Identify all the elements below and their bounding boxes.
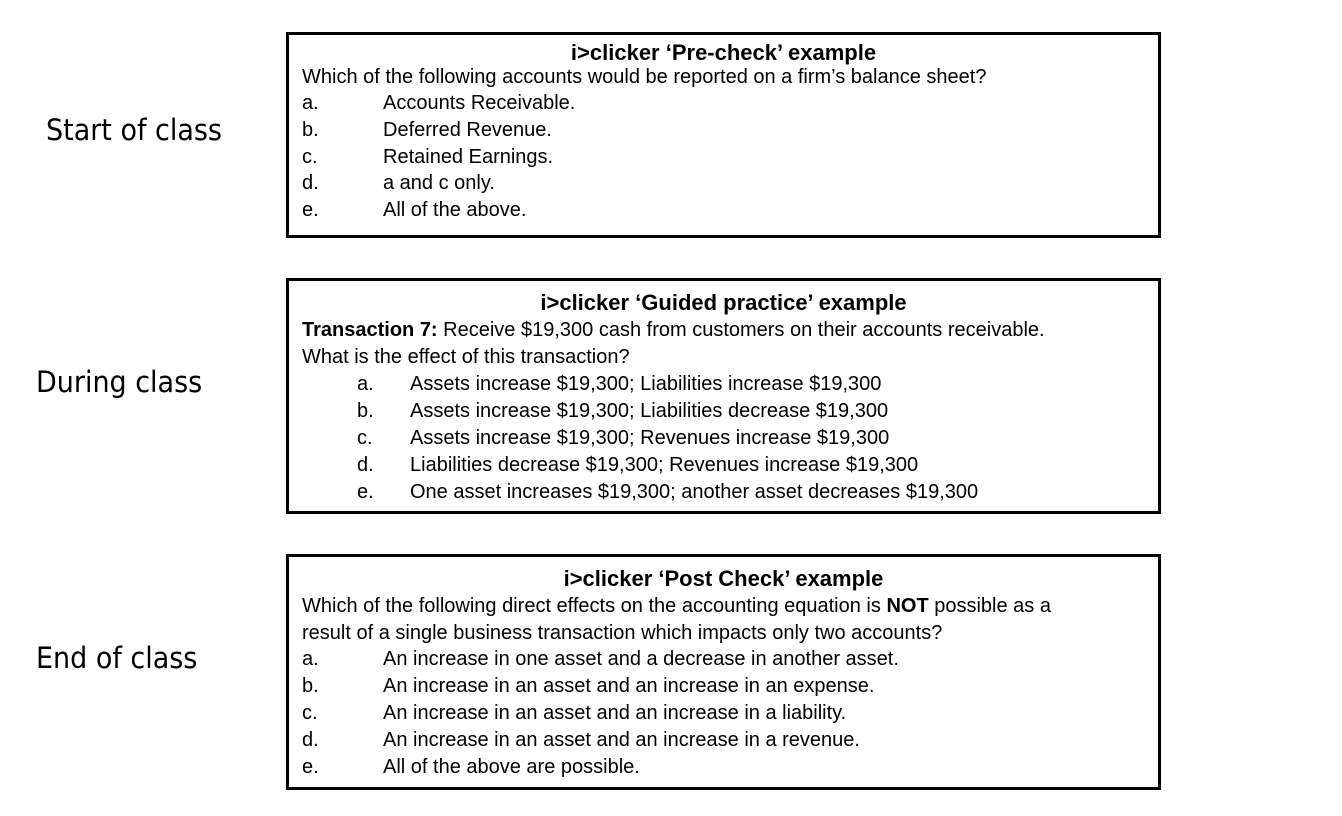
- option-letter: d.: [357, 454, 374, 476]
- question-text-line2: What is the effect of this transaction?: [302, 346, 630, 368]
- box-title: i>clicker ‘Post Check’ example: [563, 566, 884, 591]
- transaction-label: Transaction 7:: [302, 319, 438, 341]
- question-text: Which of the following accounts would be reported on a firm’s balance sheet?: [302, 66, 987, 88]
- box-title: i>clicker ‘Pre-check’ example: [570, 40, 877, 65]
- question-text: [302, 318, 1045, 342]
- option-letter: b.: [302, 675, 319, 697]
- option-text: Assets increase $19,300; Liabilities decrease $19,300: [410, 400, 889, 422]
- option-text: Assets increase $19,300; Liabilities increase $19,300: [410, 373, 882, 395]
- pre-check-question-box: [286, 32, 1161, 238]
- option-text: All of the above are possible.: [383, 756, 640, 778]
- option-text: Liabilities decrease $19,300; Revenues increase $19,300: [410, 454, 919, 476]
- section-label-start: Start of class: [46, 113, 222, 147]
- question-post: possible as a: [928, 595, 1051, 617]
- option-letter: e.: [302, 199, 319, 222]
- option-letter: b.: [357, 400, 374, 422]
- question-body: Receive $19,300 cash from customers on their accounts receivable.: [437, 319, 1045, 341]
- option-text: Assets increase $19,300; Revenues increase $19,300: [410, 427, 890, 449]
- guided-practice-question-box: [286, 278, 1161, 514]
- option-letter: c.: [302, 145, 318, 168]
- option-letter: c.: [302, 702, 318, 724]
- option-text: An increase in one asset and a decrease in another asset.: [383, 648, 899, 670]
- option-text: Accounts Receivable.: [383, 92, 576, 114]
- option-letter: e.: [302, 756, 319, 778]
- option-letter: a.: [357, 373, 374, 395]
- option-letter: a.: [302, 648, 319, 670]
- question-emphasis: NOT: [886, 595, 929, 617]
- option-letter: b.: [302, 118, 319, 141]
- question-text-line2: result of a single business transaction which impacts only two accounts?: [302, 622, 943, 644]
- option-text: Retained Earnings.: [383, 145, 554, 168]
- option-text: Deferred Revenue.: [383, 118, 552, 141]
- option-letter: e.: [357, 481, 374, 503]
- post-check-question-box: [286, 554, 1161, 790]
- option-text: An increase in an asset and an increase in an expense.: [383, 675, 875, 697]
- option-letter: d.: [302, 729, 319, 751]
- option-letter: c.: [357, 427, 373, 449]
- section-label-during: During class: [36, 365, 203, 399]
- option-text: An increase in an asset and an increase in a revenue.: [383, 729, 860, 751]
- option-text: An increase in an asset and an increase in a liability.: [383, 702, 847, 724]
- section-label-end: End of class: [36, 641, 198, 675]
- option-text: a and c only.: [383, 172, 495, 195]
- question-text: [302, 594, 1051, 618]
- option-text: All of the above.: [383, 199, 527, 222]
- option-text: One asset increases $19,300; another asset decreases $19,300: [410, 481, 979, 503]
- option-letter: a.: [302, 92, 319, 114]
- question-pre: Which of the following direct effects on the accounting equation is: [302, 595, 887, 617]
- option-letter: d.: [302, 172, 319, 195]
- box-title: i>clicker ‘Guided practice’ example: [540, 290, 907, 315]
